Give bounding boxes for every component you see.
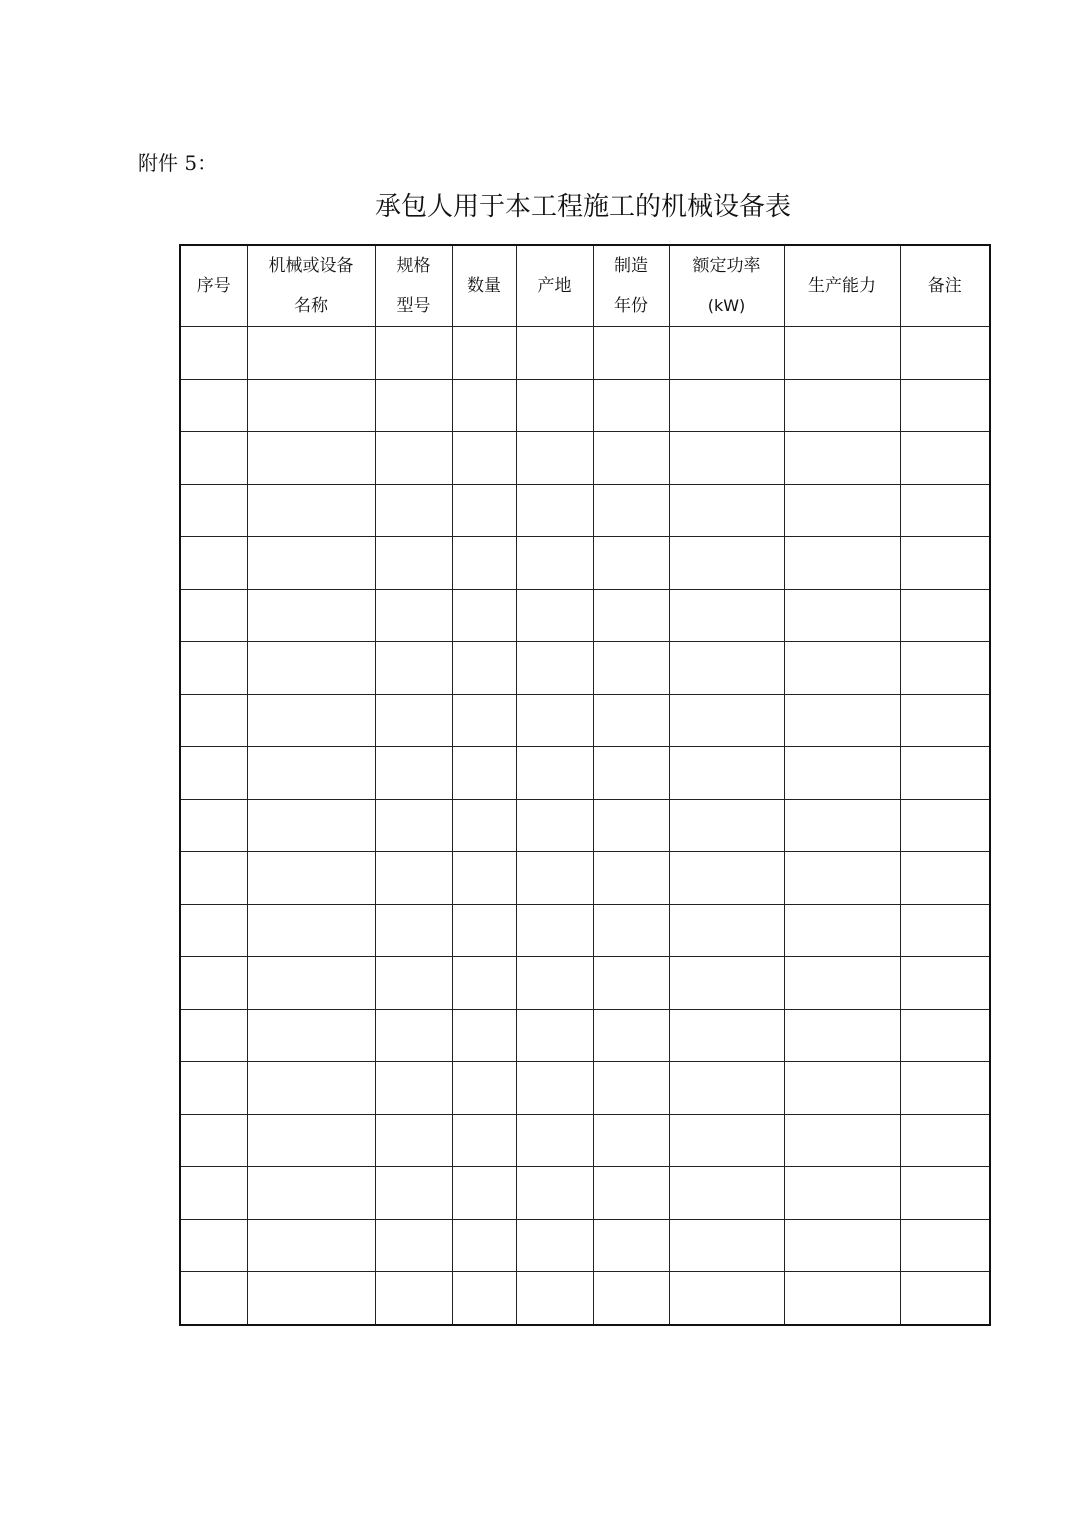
table-cell[interactable] — [516, 852, 593, 905]
table-cell[interactable] — [900, 589, 990, 642]
table-cell[interactable] — [247, 852, 375, 905]
header-manufacture-year: 制造 年份 — [593, 245, 669, 327]
table-cell[interactable] — [900, 1062, 990, 1115]
table-cell[interactable] — [593, 484, 669, 537]
table-cell[interactable] — [593, 379, 669, 432]
table-cell[interactable] — [593, 537, 669, 590]
table-cell[interactable] — [180, 432, 247, 485]
table-cell[interactable] — [784, 799, 900, 852]
table-cell[interactable] — [452, 957, 516, 1010]
table-cell[interactable] — [375, 537, 452, 590]
table-cell[interactable] — [784, 537, 900, 590]
table-cell[interactable] — [516, 694, 593, 747]
table-cell[interactable] — [452, 1009, 516, 1062]
table-cell[interactable] — [900, 379, 990, 432]
table-row — [180, 1062, 990, 1115]
table-cell[interactable] — [669, 904, 784, 957]
table-cell[interactable] — [247, 379, 375, 432]
table-cell[interactable] — [375, 904, 452, 957]
table-cell[interactable] — [247, 957, 375, 1010]
table-cell[interactable] — [452, 694, 516, 747]
table-cell[interactable] — [900, 957, 990, 1010]
table-cell[interactable] — [247, 799, 375, 852]
table-cell[interactable] — [452, 1062, 516, 1115]
header-remarks: 备注 — [900, 245, 990, 327]
table-cell[interactable] — [452, 1219, 516, 1272]
table-row — [180, 694, 990, 747]
table-cell[interactable] — [247, 537, 375, 590]
table-cell[interactable] — [452, 379, 516, 432]
attachment-label: 附件 5： — [138, 151, 218, 175]
header-quantity: 数量 — [452, 245, 516, 327]
table-cell[interactable] — [452, 327, 516, 380]
table-cell[interactable] — [452, 484, 516, 537]
table-cell[interactable] — [180, 589, 247, 642]
table-cell[interactable] — [784, 1009, 900, 1062]
table-cell[interactable] — [784, 852, 900, 905]
table-cell[interactable] — [593, 799, 669, 852]
table-row — [180, 852, 990, 905]
table-row — [180, 589, 990, 642]
table-cell[interactable] — [784, 1062, 900, 1115]
table-cell[interactable] — [247, 1219, 375, 1272]
table-cell[interactable] — [375, 432, 452, 485]
page-title: 承包人用于本工程施工的机械设备表 — [374, 192, 791, 222]
table-cell[interactable] — [452, 642, 516, 695]
table-cell[interactable] — [516, 327, 593, 380]
table-cell[interactable] — [669, 1272, 784, 1325]
table-cell[interactable] — [452, 589, 516, 642]
table-cell[interactable] — [900, 432, 990, 485]
table-row — [180, 642, 990, 695]
table-row — [180, 1167, 990, 1220]
table-cell[interactable] — [180, 1062, 247, 1115]
table-cell[interactable] — [247, 1167, 375, 1220]
table-row — [180, 1272, 990, 1325]
table-cell[interactable] — [669, 957, 784, 1010]
table-cell[interactable] — [180, 1272, 247, 1325]
header-origin: 产地 — [516, 245, 593, 327]
table-cell[interactable] — [375, 694, 452, 747]
table-cell[interactable] — [516, 537, 593, 590]
table-cell[interactable] — [375, 1062, 452, 1115]
table-cell[interactable] — [452, 747, 516, 800]
table-cell[interactable] — [247, 694, 375, 747]
table-cell[interactable] — [593, 1114, 669, 1167]
table-cell[interactable] — [593, 1219, 669, 1272]
table-cell[interactable] — [375, 1114, 452, 1167]
header-rated-power: 额定功率 (kW) — [669, 245, 784, 327]
table-cell[interactable] — [375, 1272, 452, 1325]
table-cell[interactable] — [180, 1009, 247, 1062]
table-cell[interactable] — [375, 589, 452, 642]
table-cell[interactable] — [247, 642, 375, 695]
table-cell[interactable] — [593, 1272, 669, 1325]
table-cell[interactable] — [375, 1219, 452, 1272]
table-cell[interactable] — [516, 1167, 593, 1220]
table-cell[interactable] — [247, 327, 375, 380]
table-cell[interactable] — [593, 747, 669, 800]
table-cell[interactable] — [593, 1009, 669, 1062]
table-cell[interactable] — [516, 484, 593, 537]
table-cell[interactable] — [247, 1009, 375, 1062]
table-cell[interactable] — [180, 1167, 247, 1220]
table-cell[interactable] — [784, 1114, 900, 1167]
table-cell[interactable] — [669, 379, 784, 432]
table-cell[interactable] — [593, 327, 669, 380]
table-cell[interactable] — [593, 694, 669, 747]
table-cell[interactable] — [452, 1272, 516, 1325]
table-cell[interactable] — [669, 484, 784, 537]
table-row — [180, 537, 990, 590]
table-cell[interactable] — [669, 1009, 784, 1062]
table-body — [180, 327, 990, 1325]
table-cell[interactable] — [593, 1062, 669, 1115]
table-cell[interactable] — [375, 852, 452, 905]
table-cell[interactable] — [247, 1272, 375, 1325]
table-cell[interactable] — [180, 852, 247, 905]
table-cell[interactable] — [375, 799, 452, 852]
table-cell[interactable] — [900, 1272, 990, 1325]
table-cell[interactable] — [900, 1219, 990, 1272]
table-cell[interactable] — [452, 852, 516, 905]
table-cell[interactable] — [180, 537, 247, 590]
table-cell[interactable] — [669, 1219, 784, 1272]
table-cell[interactable] — [375, 327, 452, 380]
table-cell[interactable] — [593, 432, 669, 485]
table-cell[interactable] — [784, 379, 900, 432]
table-cell[interactable] — [516, 379, 593, 432]
table-cell[interactable] — [669, 537, 784, 590]
table-cell[interactable] — [669, 1062, 784, 1115]
table-cell[interactable] — [180, 904, 247, 957]
table-cell[interactable] — [247, 904, 375, 957]
table-cell[interactable] — [180, 379, 247, 432]
table-cell[interactable] — [516, 1062, 593, 1115]
table-cell[interactable] — [784, 904, 900, 957]
table-cell[interactable] — [900, 1114, 990, 1167]
table-cell[interactable] — [180, 327, 247, 380]
table-cell[interactable] — [669, 642, 784, 695]
table-cell[interactable] — [247, 432, 375, 485]
table-cell[interactable] — [452, 1167, 516, 1220]
table-cell[interactable] — [180, 694, 247, 747]
table-cell[interactable] — [900, 1167, 990, 1220]
table-cell[interactable] — [247, 1114, 375, 1167]
table-cell[interactable] — [900, 799, 990, 852]
table-header-row — [180, 245, 990, 327]
table-cell[interactable] — [375, 642, 452, 695]
table-cell[interactable] — [669, 327, 784, 380]
table-cell[interactable] — [784, 327, 900, 380]
table-cell[interactable] — [669, 747, 784, 800]
header-equipment-name: 机械或设备 名称 — [247, 245, 375, 327]
table-cell[interactable] — [452, 904, 516, 957]
table-cell[interactable] — [247, 1062, 375, 1115]
table-cell[interactable] — [900, 852, 990, 905]
table-cell[interactable] — [452, 799, 516, 852]
table-cell[interactable] — [375, 1167, 452, 1220]
table-cell[interactable] — [375, 484, 452, 537]
table-cell[interactable] — [516, 1272, 593, 1325]
table-cell[interactable] — [516, 1219, 593, 1272]
table-cell[interactable] — [784, 1219, 900, 1272]
table-cell[interactable] — [900, 642, 990, 695]
table-cell[interactable] — [669, 1114, 784, 1167]
table-cell[interactable] — [180, 747, 247, 800]
table-cell[interactable] — [593, 1167, 669, 1220]
table-cell[interactable] — [900, 747, 990, 800]
table-row — [180, 747, 990, 800]
table-cell[interactable] — [516, 747, 593, 800]
table-row — [180, 432, 990, 485]
header-production-capacity: 生产能力 — [784, 245, 900, 327]
table-cell[interactable] — [669, 1167, 784, 1220]
table-cell[interactable] — [516, 904, 593, 957]
table-row — [180, 904, 990, 957]
table-cell[interactable] — [452, 537, 516, 590]
table-cell[interactable] — [900, 327, 990, 380]
table-cell[interactable] — [516, 642, 593, 695]
table-cell[interactable] — [180, 1114, 247, 1167]
table-cell[interactable] — [593, 852, 669, 905]
table-row — [180, 957, 990, 1010]
table-cell[interactable] — [516, 589, 593, 642]
table-cell[interactable] — [784, 484, 900, 537]
table-cell[interactable] — [180, 799, 247, 852]
table-cell[interactable] — [247, 589, 375, 642]
table-cell[interactable] — [375, 747, 452, 800]
table-cell[interactable] — [784, 1167, 900, 1220]
table-cell[interactable] — [900, 694, 990, 747]
table-cell[interactable] — [375, 1009, 452, 1062]
table-cell[interactable] — [900, 904, 990, 957]
table-row — [180, 1009, 990, 1062]
table-cell[interactable] — [784, 957, 900, 1010]
table-cell[interactable] — [669, 694, 784, 747]
table-cell[interactable] — [669, 852, 784, 905]
header-model-spec: 规格 型号 — [375, 245, 452, 327]
equipment-table — [179, 244, 991, 1326]
table-cell[interactable] — [593, 904, 669, 957]
table-cell[interactable] — [900, 537, 990, 590]
table-cell[interactable] — [900, 484, 990, 537]
table-cell[interactable] — [452, 1114, 516, 1167]
table-cell[interactable] — [669, 799, 784, 852]
table-cell[interactable] — [784, 747, 900, 800]
table-cell[interactable] — [516, 957, 593, 1010]
table-cell[interactable] — [452, 432, 516, 485]
table-cell[interactable] — [900, 1009, 990, 1062]
table-row — [180, 484, 990, 537]
table-cell[interactable] — [180, 1219, 247, 1272]
table-cell[interactable] — [180, 642, 247, 695]
table-row — [180, 327, 990, 380]
table-row — [180, 799, 990, 852]
table-cell[interactable] — [784, 432, 900, 485]
table-cell[interactable] — [784, 642, 900, 695]
table-cell[interactable] — [516, 799, 593, 852]
table-cell[interactable] — [784, 589, 900, 642]
table-cell[interactable] — [593, 589, 669, 642]
table-cell[interactable] — [516, 1009, 593, 1062]
table-cell[interactable] — [593, 642, 669, 695]
table-row — [180, 379, 990, 432]
table-cell[interactable] — [669, 589, 784, 642]
table-row — [180, 1114, 990, 1167]
header-serial-number: 序号 — [180, 245, 247, 327]
table-cell[interactable] — [375, 379, 452, 432]
table-cell[interactable] — [784, 1272, 900, 1325]
table-cell[interactable] — [375, 957, 452, 1010]
table-cell[interactable] — [516, 1114, 593, 1167]
table-cell[interactable] — [669, 432, 784, 485]
table-cell[interactable] — [180, 957, 247, 1010]
table-cell[interactable] — [247, 747, 375, 800]
table-cell[interactable] — [784, 694, 900, 747]
table-cell[interactable] — [180, 484, 247, 537]
table-cell[interactable] — [593, 957, 669, 1010]
table-cell[interactable] — [516, 432, 593, 485]
table-cell[interactable] — [247, 484, 375, 537]
table-row — [180, 1219, 990, 1272]
